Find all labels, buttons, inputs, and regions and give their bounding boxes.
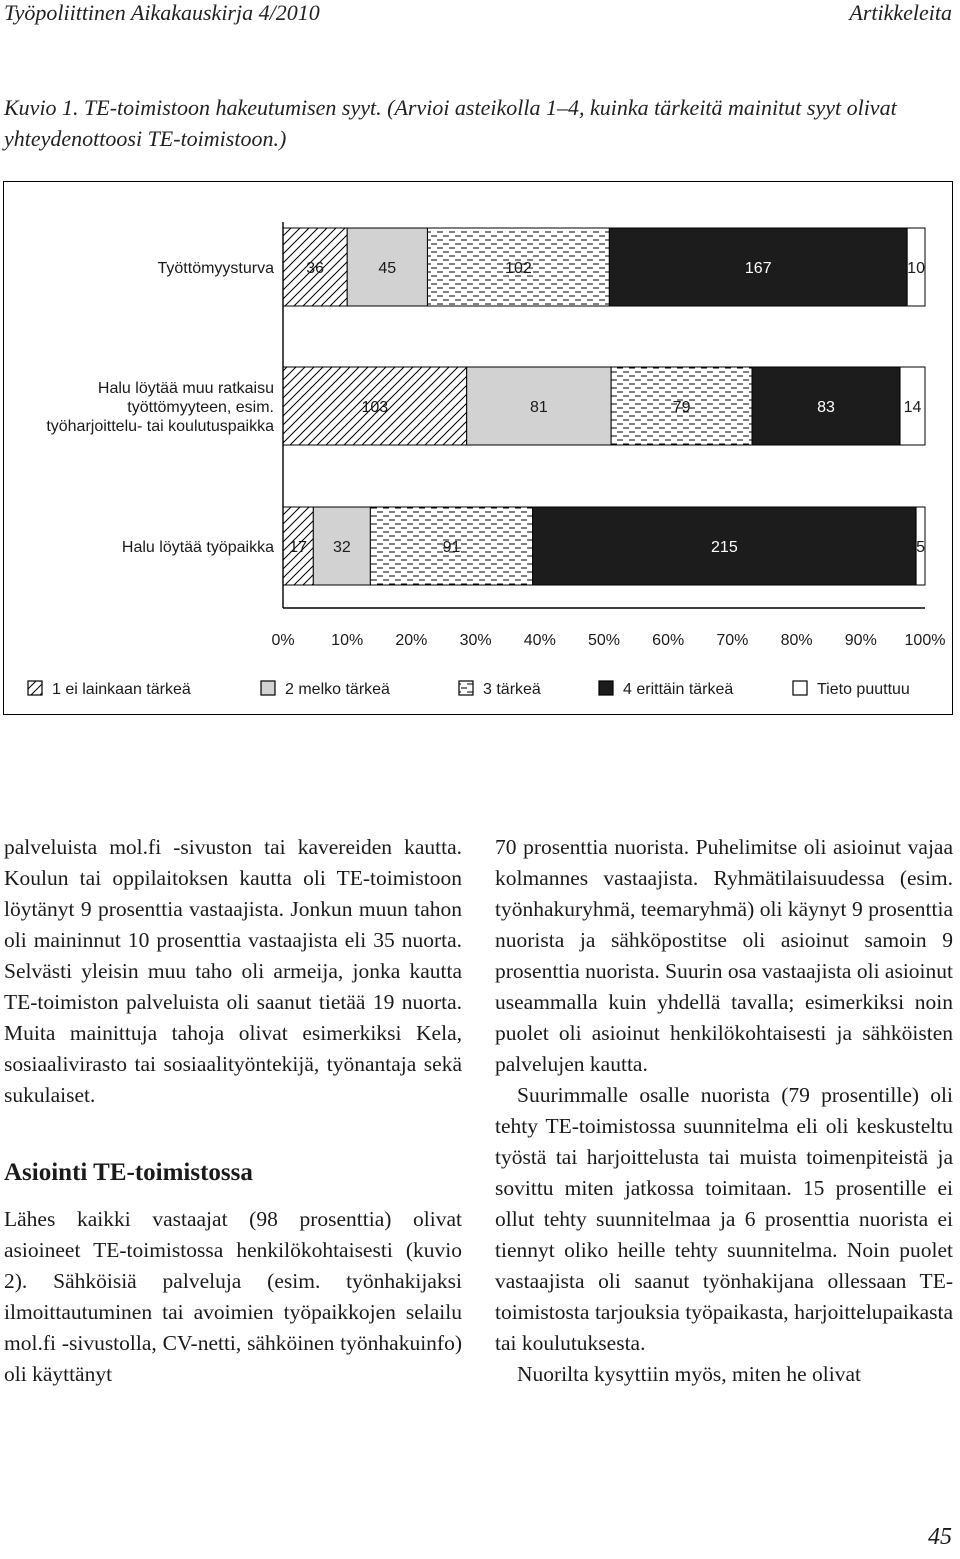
paragraph: Nuorilta kysyttiin myös, miten he olivat: [517, 1362, 861, 1386]
figure-caption: Kuvio 1. TE-toimistoon hakeutumisen syyt. (Arvioi asteikolla 1–4, kuinka tärkeitä mainitut syyt olivat yhteydenottoosi TE-toimistoon.): [4, 95, 897, 151]
legend-label: 2 melko tärkeä: [285, 681, 390, 698]
category-label: Halu löytää työpaikka: [121, 539, 274, 556]
data-label: 5: [916, 539, 925, 556]
legend-label: 4 erittäin tärkeä: [623, 681, 734, 698]
data-label: 102: [505, 260, 532, 277]
data-label: 167: [744, 260, 772, 277]
section-heading: Asiointi TE-toimistossa: [4, 1159, 253, 1186]
section-title: Artikkeleita: [849, 0, 952, 25]
x-tick-label: 20%: [395, 632, 428, 649]
x-tick-label: 0%: [271, 632, 295, 649]
paragraph: palveluista mol.fi -sivuston tai kavereiden kautta. Koulun tai oppilaitoksen kautta oli TE-toimistoon löytänyt 9 prosenttia vastaajista. Jonkun muun tahon oli maininnut 10 prosenttia vastaajista eli 35 nuorta. Selvästi yleisin muu taho oli armeija, jonka kautta TE-toimiston palveluista oli saanut tietää 19 nuorta. Muita mainittuja tahoja olivat esimerkiksi Kela, sosiaalivirasto tai sosiaalityöntekijä, työnantaja sekä sukulaiset.: [4, 835, 462, 1107]
body-column-right: [495, 832, 953, 1390]
x-tick-label: 80%: [780, 632, 813, 649]
data-label: 79: [672, 399, 691, 416]
data-label: 91: [442, 539, 461, 556]
paragraph: Suurimmalle osalle nuorista (79 prosentille) oli tehty TE-toimistossa suunnitelma eli oli keskusteltu työstä tai harjoittelusta tai muista toimenpiteistä ja sovittu miten jatkossa toimitaan. 15 prosentille ei ollut tehty suunnitelmaa ja 6 prosenttia nuorista ei tiennyt oliko heille tehty suunnitelma. Noin puolet vastaajista oli saanut työnhakijana ollessaan TE-toimistosta tarjouksia työpaikasta, harjoittelupaikasta tai koulutuksesta.: [495, 1083, 953, 1355]
legend-label: 1 ei lainkaan tärkeä: [52, 681, 191, 698]
legend-label: Tieto puuttuu: [817, 681, 910, 698]
category-label: Työttömyysturva: [157, 260, 274, 277]
category-label: työharjoittelu- tai koulutuspaikka: [46, 418, 274, 435]
stacked-bar-chart: [4, 182, 951, 713]
chart-frame: [3, 181, 953, 715]
x-tick-label: 10%: [331, 632, 364, 649]
data-label: 103: [361, 399, 389, 416]
body-column-left: [4, 832, 462, 1390]
legend-swatch: [459, 681, 473, 695]
journal-title: Työpoliittinen Aikakauskirja 4/2010: [4, 0, 320, 25]
x-tick-label: 60%: [652, 632, 685, 649]
x-tick-label: 90%: [844, 632, 877, 649]
page-number: 45: [928, 1524, 952, 1550]
x-tick-label: 70%: [716, 632, 749, 649]
legend-swatch: [28, 681, 42, 695]
paragraph: Lähes kaikki vastaajat (98 prosenttia) olivat asioineet TE-toimistossa henkilökohtaisesti (kuvio 2). Sähköisiä palveluja (esim. työnhakijaksi ilmoittautuminen tai avoimien työpaikkojen selailu mol.fi -sivustolla, CV-netti, sähköinen työnhakuinfo) oli käyttänyt: [4, 1207, 462, 1386]
legend-swatch: [261, 681, 275, 695]
data-label: 45: [378, 260, 397, 277]
x-tick-label: 40%: [523, 632, 556, 649]
x-tick-label: 30%: [459, 632, 492, 649]
data-label: 36: [306, 260, 324, 277]
x-tick-label: 100%: [904, 632, 946, 649]
legend-swatch: [793, 681, 807, 695]
category-label: työttömyyteen, esim.: [127, 399, 274, 416]
data-label: 10: [907, 260, 925, 277]
paragraph: 70 prosenttia nuorista. Puhelimitse oli asioinut vajaa kolmannes vastaajista. Ryhmätilaisuudessa (esim. työnhakuryhmä, teemaryhmä) oli käynyt 9 prosenttia nuorista ja sähköpostitse oli asioinut samoin 9 prosenttia nuorista. Suurin osa vastaajista oli asioinut useammalla kuin yhdellä tavalla; esimerkiksi noin puolet oli asioinut henkilökohtaisesti ja sähköisten palvelujen kautta.: [495, 835, 953, 1076]
x-tick-label: 50%: [587, 632, 621, 649]
data-label: 14: [903, 399, 922, 416]
data-label: 215: [711, 539, 738, 556]
category-label: Halu löytää muu ratkaisu: [97, 380, 274, 397]
data-label: 17: [289, 539, 308, 556]
data-label: 83: [817, 399, 835, 416]
legend-label: 3 tärkeä: [483, 681, 541, 698]
data-label: 32: [332, 539, 351, 556]
data-label: 81: [530, 399, 548, 416]
legend-swatch: [599, 681, 613, 695]
